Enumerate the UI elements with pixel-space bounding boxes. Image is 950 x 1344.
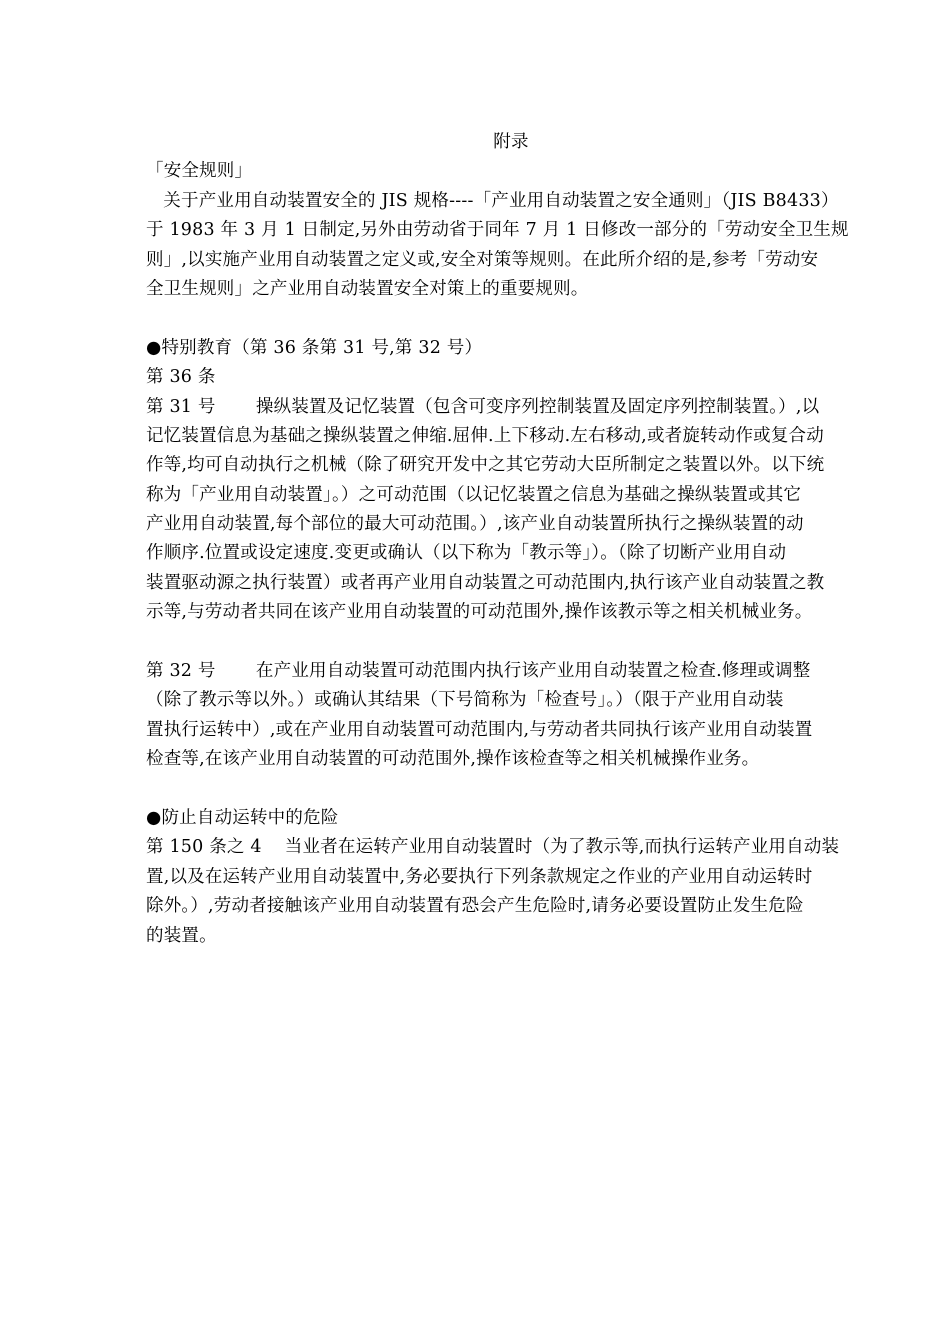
item-31-line: 示等,与劳动者共同在该产业用自动装置的可动范围外,操作该教示等之相关机械业务。 (146, 602, 813, 623)
item-31-line: 装置驱动源之执行装置）或者再产业用自动装置之可动范围内,执行该产业自动装置之教 (146, 572, 825, 593)
item-31-line: 产业用自动装置,每个部位的最大可动范围。）,该产业自动装置所执行之操纵装置的动 (146, 514, 804, 535)
item-32-line: 检查等,在该产业用自动装置的可动范围外,操作该检查等之相关机械操作业务。 (146, 749, 760, 770)
item-31-line: 第 31 号 操纵装置及记忆装置（包含可变序列控制装置及固定序列控制装置。）,以 (146, 396, 820, 417)
item-32-line: 置执行运转中）,或在产业用自动装置可动范围内,与劳动者共同执行该产业用自动装置 (146, 719, 813, 740)
item-32-paragraph (146, 657, 876, 775)
article-36-label: 第 36 条 (146, 367, 216, 388)
intro-line: 于 1983 年 3 月 1 日制定,另外由劳动省于同年 7 月 1 日修改一部分的「劳动安全卫生规 (146, 220, 849, 241)
article-150-line: 的装置。 (146, 925, 217, 946)
article-150-line: 第 150 条之 4 当业者在运转产业用自动装置时（为了教示等,而执行运转产业用自动装 (146, 837, 840, 858)
intro-paragraph (146, 187, 876, 305)
article-150-line: 置,以及在运转产业用自动装置中,务必要执行下列条款规定之作业的产业用自动运转时 (146, 866, 813, 887)
intro-line: 则」,以实施产业用自动装置之定义或,安全对策等规则。在此所介绍的是,参考「劳动安 (146, 249, 819, 270)
danger-prevention-heading: ●防止自动运转中的危险 (146, 807, 339, 828)
item-31-line: 记忆装置信息为基础之操纵装置之伸缩.屈伸.上下移动.左右移动,或者旋转动作或复合动 (146, 425, 824, 446)
article-150-paragraph (146, 833, 876, 951)
special-education-heading: ●特别教育（第 36 条第 31 号,第 32 号） (146, 337, 483, 358)
paragraph-spacer (146, 628, 876, 657)
section-heading: 「安全规则」 (146, 161, 253, 182)
item-31-line: 作等,均可自动执行之机械（除了研究开发中之其它劳动大臣所制定之装置以外。以下统 (146, 455, 825, 476)
item-31-line: 称为「产业用自动装置」。）之可动范围（以记忆装置之信息为基础之操纵装置或其它 (146, 484, 802, 505)
intro-line: 关于产业用自动装置安全的 JIS 规格----「产业用自动装置之安全通则」（JIS B8433） (146, 190, 839, 211)
intro-line: 全卫生规则」之产业用自动装置安全对策上的重要规则。 (146, 278, 589, 299)
article-150-line: 除外。）,劳动者接触该产业用自动装置有恐会产生危险时,请务必要设置防止发生危险 (146, 896, 804, 917)
item-32-line: （除了教示等以外。）或确认其结果（下号简称为「检查号」。）（限于产业用自动装 (146, 690, 784, 711)
paragraph-spacer (146, 775, 876, 804)
page-title: 附录 (493, 132, 529, 152)
item-31-paragraph (146, 393, 876, 628)
item-31-line: 作顺序.位置或设定速度.变更或确认（以下称为「教示等」）。（除了切断产业用自动 (146, 543, 787, 564)
item-32-line: 第 32 号 在产业用自动装置可动范围内执行该产业用自动装置之检查.修理或调整 (146, 661, 811, 682)
paragraph-spacer (146, 304, 876, 333)
document-body (146, 128, 876, 951)
